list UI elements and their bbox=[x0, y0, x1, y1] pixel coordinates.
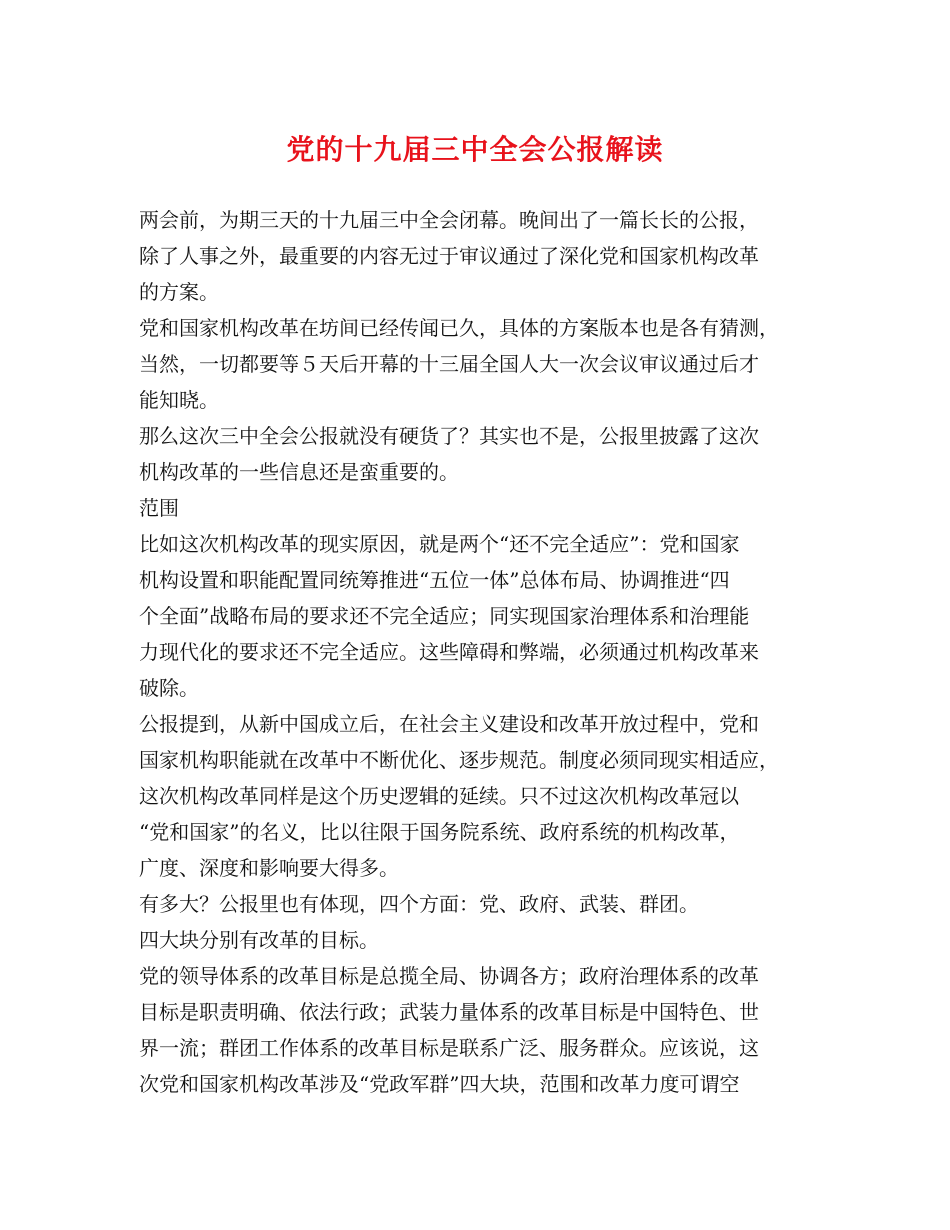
text-line: 机构设置和职能配置同统筹推进“五位一体”总体布局、协调推进“四 bbox=[139, 568, 730, 592]
text-line: 界一流；群团工作体系的改革目标是联系广泛、服务群众。应该说，这 bbox=[139, 1036, 759, 1060]
text-line: 党的领导体系的改革目标是总揽全局、协调各方；政府治理体系的改革 bbox=[139, 964, 759, 988]
document-title: 党的十九届三中全会公报解读 bbox=[286, 133, 664, 166]
text-line: 那么这次三中全会公报就没有硬货了？其实也不是，公报里披露了这次 bbox=[139, 424, 759, 448]
text-line: 国家机构职能就在改革中不断优化、逐步规范。制度必须同现实相适应， bbox=[139, 748, 779, 772]
text-line: 的方案。 bbox=[139, 280, 219, 304]
section-heading: 范围 bbox=[139, 496, 179, 520]
text-line: 公报提到，从新中国成立后，在社会主义建设和改革开放过程中，党和 bbox=[139, 712, 759, 736]
text-line: 除了人事之外，最重要的内容无过于审议通过了深化党和国家机构改革 bbox=[139, 244, 759, 268]
text-line: 个全面”战略布局的要求还不完全适应；同实现国家治理体系和治理能 bbox=[139, 604, 750, 628]
text-line: 有多大？公报里也有体现，四个方面：党、政府、武装、群团。 bbox=[139, 892, 699, 916]
document-body bbox=[139, 202, 829, 1102]
text-line: 比如这次机构改革的现实原因，就是两个“还不完全适应”：党和国家 bbox=[139, 532, 740, 556]
text-line: 四大块分别有改革的目标。 bbox=[139, 928, 379, 952]
text-line: 这次机构改革同样是这个历史逻辑的延续。只不过这次机构改革冠以 bbox=[139, 784, 739, 808]
text-line: 力现代化的要求还不完全适应。这些障碍和弊端，必须通过机构改革来 bbox=[139, 640, 759, 664]
text-line: 党和国家机构改革在坊间已经传闻已久，具体的方案版本也是各有猜测， bbox=[139, 316, 779, 340]
text-line: 次党和国家机构改革涉及“党政军群”四大块，范围和改革力度可谓空 bbox=[139, 1072, 740, 1096]
text-line: 能知晓。 bbox=[139, 388, 219, 412]
text-line: 机构改革的一些信息还是蛮重要的。 bbox=[139, 460, 459, 484]
text-line: “党和国家”的名义，比以往限于国务院系统、政府系统的机构改革， bbox=[139, 820, 740, 844]
text-line: 两会前，为期三天的十九届三中全会闭幕。晚间出了一篇长长的公报， bbox=[139, 208, 759, 232]
text-line: 破除。 bbox=[139, 676, 199, 700]
text-line: 目标是职责明确、依法行政；武装力量体系的改革目标是中国特色、世 bbox=[139, 1000, 759, 1024]
text-line: 当然，一切都要等５天后开幕的十三届全国人大一次会议审议通过后才 bbox=[139, 352, 759, 376]
text-line: 广度、深度和影响要大得多。 bbox=[139, 856, 399, 880]
